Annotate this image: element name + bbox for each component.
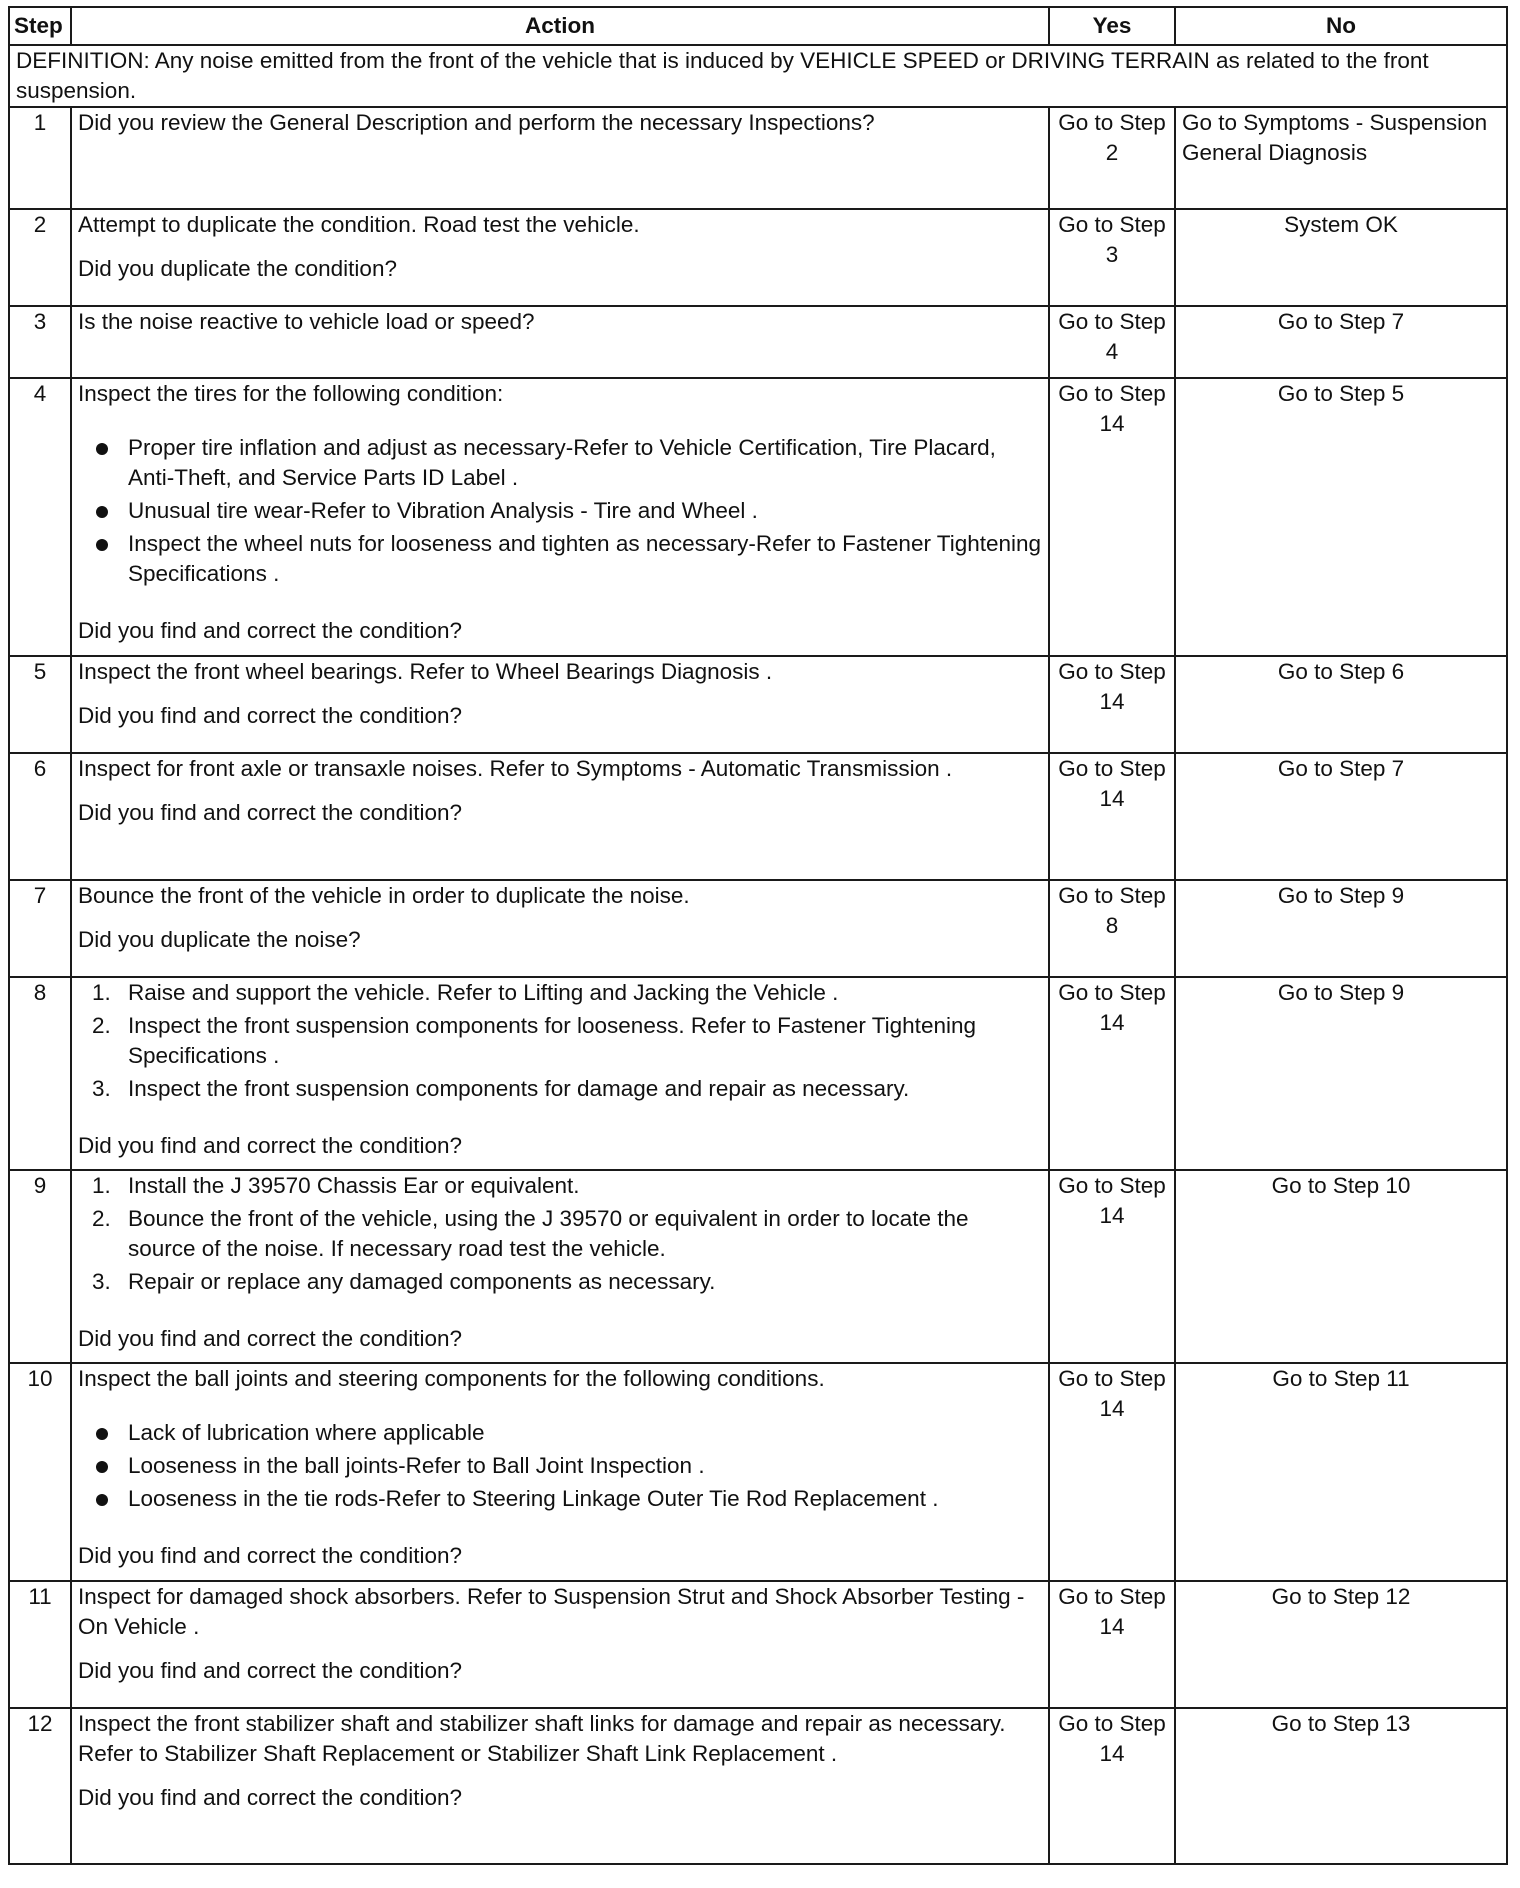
no-link[interactable]: Go to Step 13 — [1175, 1708, 1507, 1864]
step-number: 7 — [9, 880, 71, 977]
list-number: 1. — [92, 1173, 111, 1198]
step-intro: Inspect for front axle or transaxle noises. Refer to Symptoms - Automatic Transmission . — [78, 756, 953, 781]
step-number: 11 — [9, 1581, 71, 1708]
no-link[interactable]: Go to Step 9 — [1175, 880, 1507, 977]
step-question: Did you find and correct the condition? — [78, 703, 462, 728]
list-item-text: Repair or replace any damaged components as necessary. — [128, 1269, 716, 1294]
no-link[interactable]: Go to Step 12 — [1175, 1581, 1507, 1708]
table-row — [9, 306, 1507, 378]
list-item-text: Inspect the front suspension components for damage and repair as necessary. — [128, 1076, 910, 1101]
step-action — [71, 1170, 1049, 1363]
no-link[interactable]: Go to Step 5 — [1175, 378, 1507, 656]
table-row — [9, 880, 1507, 977]
step-action: Did you review the General Description and perform the necessary Inspections? — [71, 107, 1049, 209]
list-item: Looseness in the ball joints-Refer to Ball Joint Inspection . — [128, 1451, 1042, 1481]
step-question: Did you find and correct the condition? — [78, 618, 462, 643]
step-intro: Inspect for damaged shock absorbers. Refer to Suspension Strut and Shock Absorber Testing - On Vehicle . — [78, 1584, 1025, 1639]
no-link[interactable]: Go to Step 11 — [1175, 1363, 1507, 1581]
list-item — [92, 1011, 1042, 1071]
yes-link[interactable]: Go to Step 4 — [1049, 306, 1175, 378]
header-action: Action — [71, 7, 1049, 45]
step-action — [71, 977, 1049, 1170]
list-item — [92, 1267, 1042, 1297]
no-link[interactable]: Go to Step 9 — [1175, 977, 1507, 1170]
step-number: 4 — [9, 378, 71, 656]
no-link[interactable]: Go to Symptoms - Suspension General Diagnosis — [1175, 107, 1507, 209]
table-row — [9, 107, 1507, 209]
no-link[interactable]: Go to Step 10 — [1175, 1170, 1507, 1363]
table-row — [9, 656, 1507, 753]
list-item: Lack of lubrication where applicable — [128, 1418, 1042, 1448]
step-intro: Inspect the ball joints and steering components for the following conditions. — [78, 1366, 825, 1391]
yes-link[interactable]: Go to Step 14 — [1049, 753, 1175, 880]
no-link[interactable]: Go to Step 7 — [1175, 753, 1507, 880]
condition-list — [78, 1418, 1042, 1514]
step-action — [71, 1363, 1049, 1581]
list-number: 2. — [92, 1206, 111, 1231]
step-action — [71, 753, 1049, 880]
step-action — [71, 209, 1049, 306]
step-number: 10 — [9, 1363, 71, 1581]
list-item-text: Inspect the front suspension components for looseness. Refer to Fastener Tightening Specifications . — [128, 1013, 976, 1068]
list-item — [92, 1204, 1042, 1264]
condition-list — [78, 433, 1042, 589]
list-item: Inspect the wheel nuts for looseness and tighten as necessary-Refer to Fastener Tightening Specifications . — [128, 529, 1042, 589]
yes-link[interactable]: Go to Step 14 — [1049, 656, 1175, 753]
step-number: 1 — [9, 107, 71, 209]
no-result: System OK — [1175, 209, 1507, 306]
yes-link[interactable]: Go to Step 8 — [1049, 880, 1175, 977]
step-question: Did you find and correct the condition? — [78, 1785, 462, 1810]
list-item-text: Install the J 39570 Chassis Ear or equivalent. — [128, 1173, 580, 1198]
step-question: Did you find and correct the condition? — [78, 1658, 462, 1683]
step-intro: Attempt to duplicate the condition. Road test the vehicle. — [78, 212, 640, 237]
list-item: Unusual tire wear-Refer to Vibration Analysis - Tire and Wheel . — [128, 496, 1042, 526]
list-item — [92, 1074, 1042, 1104]
step-action — [71, 378, 1049, 656]
procedure-list — [78, 978, 1042, 1104]
table-row — [9, 1170, 1507, 1363]
list-number: 3. — [92, 1076, 111, 1101]
no-link[interactable]: Go to Step 6 — [1175, 656, 1507, 753]
step-number: 12 — [9, 1708, 71, 1864]
step-question: Did you duplicate the noise? — [78, 927, 361, 952]
step-number: 2 — [9, 209, 71, 306]
yes-link[interactable]: Go to Step 14 — [1049, 378, 1175, 656]
header-no: No — [1175, 7, 1507, 45]
yes-link[interactable]: Go to Step 14 — [1049, 1170, 1175, 1363]
step-intro: Inspect the front stabilizer shaft and stabilizer shaft links for damage and repair as necessary. Refer to Stabilizer Shaft Replacement or Stabilizer Shaft Link Replacement . — [78, 1711, 1006, 1766]
step-number: 5 — [9, 656, 71, 753]
list-item — [92, 978, 1042, 1008]
step-intro: Inspect the tires for the following condition: — [78, 381, 504, 406]
table-row — [9, 209, 1507, 306]
list-number: 2. — [92, 1013, 111, 1038]
table-header-row — [9, 7, 1507, 45]
step-action — [71, 1581, 1049, 1708]
list-number: 3. — [92, 1269, 111, 1294]
table-row — [9, 753, 1507, 880]
yes-link[interactable]: Go to Step 14 — [1049, 977, 1175, 1170]
yes-link[interactable]: Go to Step 14 — [1049, 1708, 1175, 1864]
step-action — [71, 656, 1049, 753]
list-item: Looseness in the tie rods-Refer to Steering Linkage Outer Tie Rod Replacement . — [128, 1484, 1042, 1514]
list-item — [92, 1171, 1042, 1201]
no-link[interactable]: Go to Step 7 — [1175, 306, 1507, 378]
header-yes: Yes — [1049, 7, 1175, 45]
list-item-text: Bounce the front of the vehicle, using the J 39570 or equivalent in order to locate the source of the noise. If necessary road test the vehicle. — [128, 1206, 969, 1261]
step-intro: Inspect the front wheel bearings. Refer to Wheel Bearings Diagnosis . — [78, 659, 773, 684]
step-action: Is the noise reactive to vehicle load or speed? — [71, 306, 1049, 378]
procedure-list — [78, 1171, 1042, 1297]
table-row — [9, 378, 1507, 656]
table-row — [9, 1581, 1507, 1708]
header-step: Step — [9, 7, 71, 45]
list-number: 1. — [92, 980, 111, 1005]
step-question: Did you find and correct the condition? — [78, 800, 462, 825]
step-intro: Bounce the front of the vehicle in order to duplicate the noise. — [78, 883, 690, 908]
step-number: 6 — [9, 753, 71, 880]
list-item: Proper tire inflation and adjust as necessary-Refer to Vehicle Certification, Tire Placard, Anti-Theft, and Service Parts ID Label . — [128, 433, 1042, 493]
yes-link[interactable]: Go to Step 14 — [1049, 1581, 1175, 1708]
step-number: 3 — [9, 306, 71, 378]
step-question: Did you find and correct the condition? — [78, 1543, 462, 1568]
step-question: Did you find and correct the condition? — [78, 1326, 462, 1351]
step-question: Did you duplicate the condition? — [78, 256, 397, 281]
step-action — [71, 880, 1049, 977]
yes-link[interactable]: Go to Step 3 — [1049, 209, 1175, 306]
definition-row — [9, 45, 1507, 107]
diagnostic-table — [8, 6, 1508, 1865]
diagnostic-table-sheet — [8, 6, 1506, 1865]
step-number: 9 — [9, 1170, 71, 1363]
table-row — [9, 1363, 1507, 1581]
table-row — [9, 1708, 1507, 1864]
step-number: 8 — [9, 977, 71, 1170]
yes-link[interactable]: Go to Step 14 — [1049, 1363, 1175, 1581]
list-item-text: Raise and support the vehicle. Refer to Lifting and Jacking the Vehicle . — [128, 980, 839, 1005]
yes-link[interactable]: Go to Step 2 — [1049, 107, 1175, 209]
definition-text: DEFINITION: Any noise emitted from the front of the vehicle that is induced by VEHICLE SPEED or DRIVING TERRAIN as related to the front suspension. — [9, 45, 1507, 107]
table-row — [9, 977, 1507, 1170]
step-action — [71, 1708, 1049, 1864]
step-question: Did you find and correct the condition? — [78, 1133, 462, 1158]
